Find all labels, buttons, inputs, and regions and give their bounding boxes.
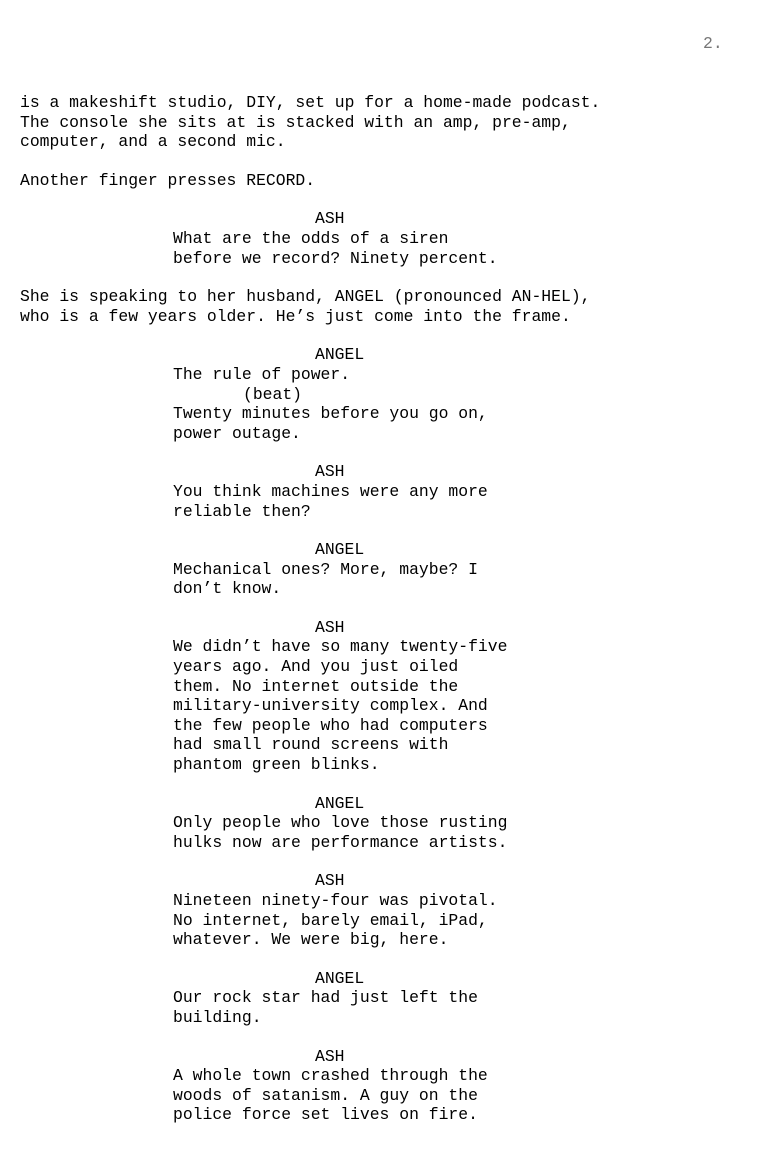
dialogue-line: Mechanical ones? More, maybe? I [173,559,478,579]
character-name: ASH [315,871,345,891]
dialogue-line: A whole town crashed through the [173,1066,488,1086]
character-name: ANGEL [315,793,365,813]
character-name: ASH [315,1046,345,1066]
dialogue-line: You think machines were any more [173,481,488,501]
dialogue-block [20,871,758,949]
dialogue-line: The rule of power. [173,364,351,384]
dialogue-block [20,618,758,775]
dialogue-line: woods of satanism. A guy on the [173,1085,478,1105]
dialogue-block [20,969,758,1028]
dialogue-line: don’t know. [173,579,282,599]
dialogue-line: No internet, barely email, iPad, [173,910,488,930]
action-line: computer, and a second mic. [20,132,286,152]
dialogue-line: Twenty minutes before you go on, [173,404,488,424]
character-name: ANGEL [315,540,365,560]
dialogue-block [20,345,758,443]
action-line: is a makeshift studio, DIY, set up for a home-made podcast. [20,93,601,112]
parenthetical-line: (beat) [243,384,303,404]
dialogue-line: Our rock star had just left the [173,988,478,1008]
action-line: She is speaking to her husband, ANGEL (pronounced AN-HEL), [20,287,591,307]
dialogue-line: whatever. We were big, here. [173,930,449,950]
dialogue-block [20,794,758,853]
dialogue-line: hulks now are performance artists. [173,832,508,852]
action-paragraph [20,93,758,152]
dialogue-line: the few people who had computers [173,715,488,735]
dialogue-block [20,209,758,268]
dialogue-line: Nineteen ninety-four was pivotal. [173,891,498,910]
character-name: ANGEL [315,345,365,365]
dialogue-line: reliable then? [173,501,311,521]
dialogue-line: We didn’t have so many twenty-five [173,637,508,657]
dialogue-block [20,540,758,599]
dialogue-line: military-university complex. And [173,696,488,716]
dialogue-line: power outage. [173,423,301,443]
action-line: The console she sits at is stacked with an amp, pre-amp, [20,112,571,132]
page-number: 2. [703,34,723,53]
dialogue-line: them. No internet outside the [173,676,459,696]
character-name: ASH [315,462,345,482]
dialogue-block [20,1047,758,1125]
action-line: who is a few years older. He’s just come into the frame. [20,306,571,326]
dialogue-line: police force set lives on fire. [173,1105,478,1125]
action-paragraph [20,171,758,191]
dialogue-line: had small round screens with [173,735,449,755]
dialogue-line: before we record? Ninety percent. [173,248,498,268]
dialogue-line: Only people who love those rusting [173,813,508,833]
action-line: Another finger presses RECORD. [20,170,316,190]
character-name: ASH [315,617,345,637]
character-name: ASH [315,209,345,229]
character-name: ANGEL [315,968,365,988]
dialogue-line: What are the odds of a siren [173,228,449,248]
dialogue-line: years ago. And you just oiled [173,657,459,677]
action-paragraph [20,287,758,326]
screenplay-body [20,93,758,1144]
dialogue-line: building. [173,1007,262,1027]
dialogue-line: phantom green blinks. [173,755,380,775]
dialogue-block [20,462,758,521]
